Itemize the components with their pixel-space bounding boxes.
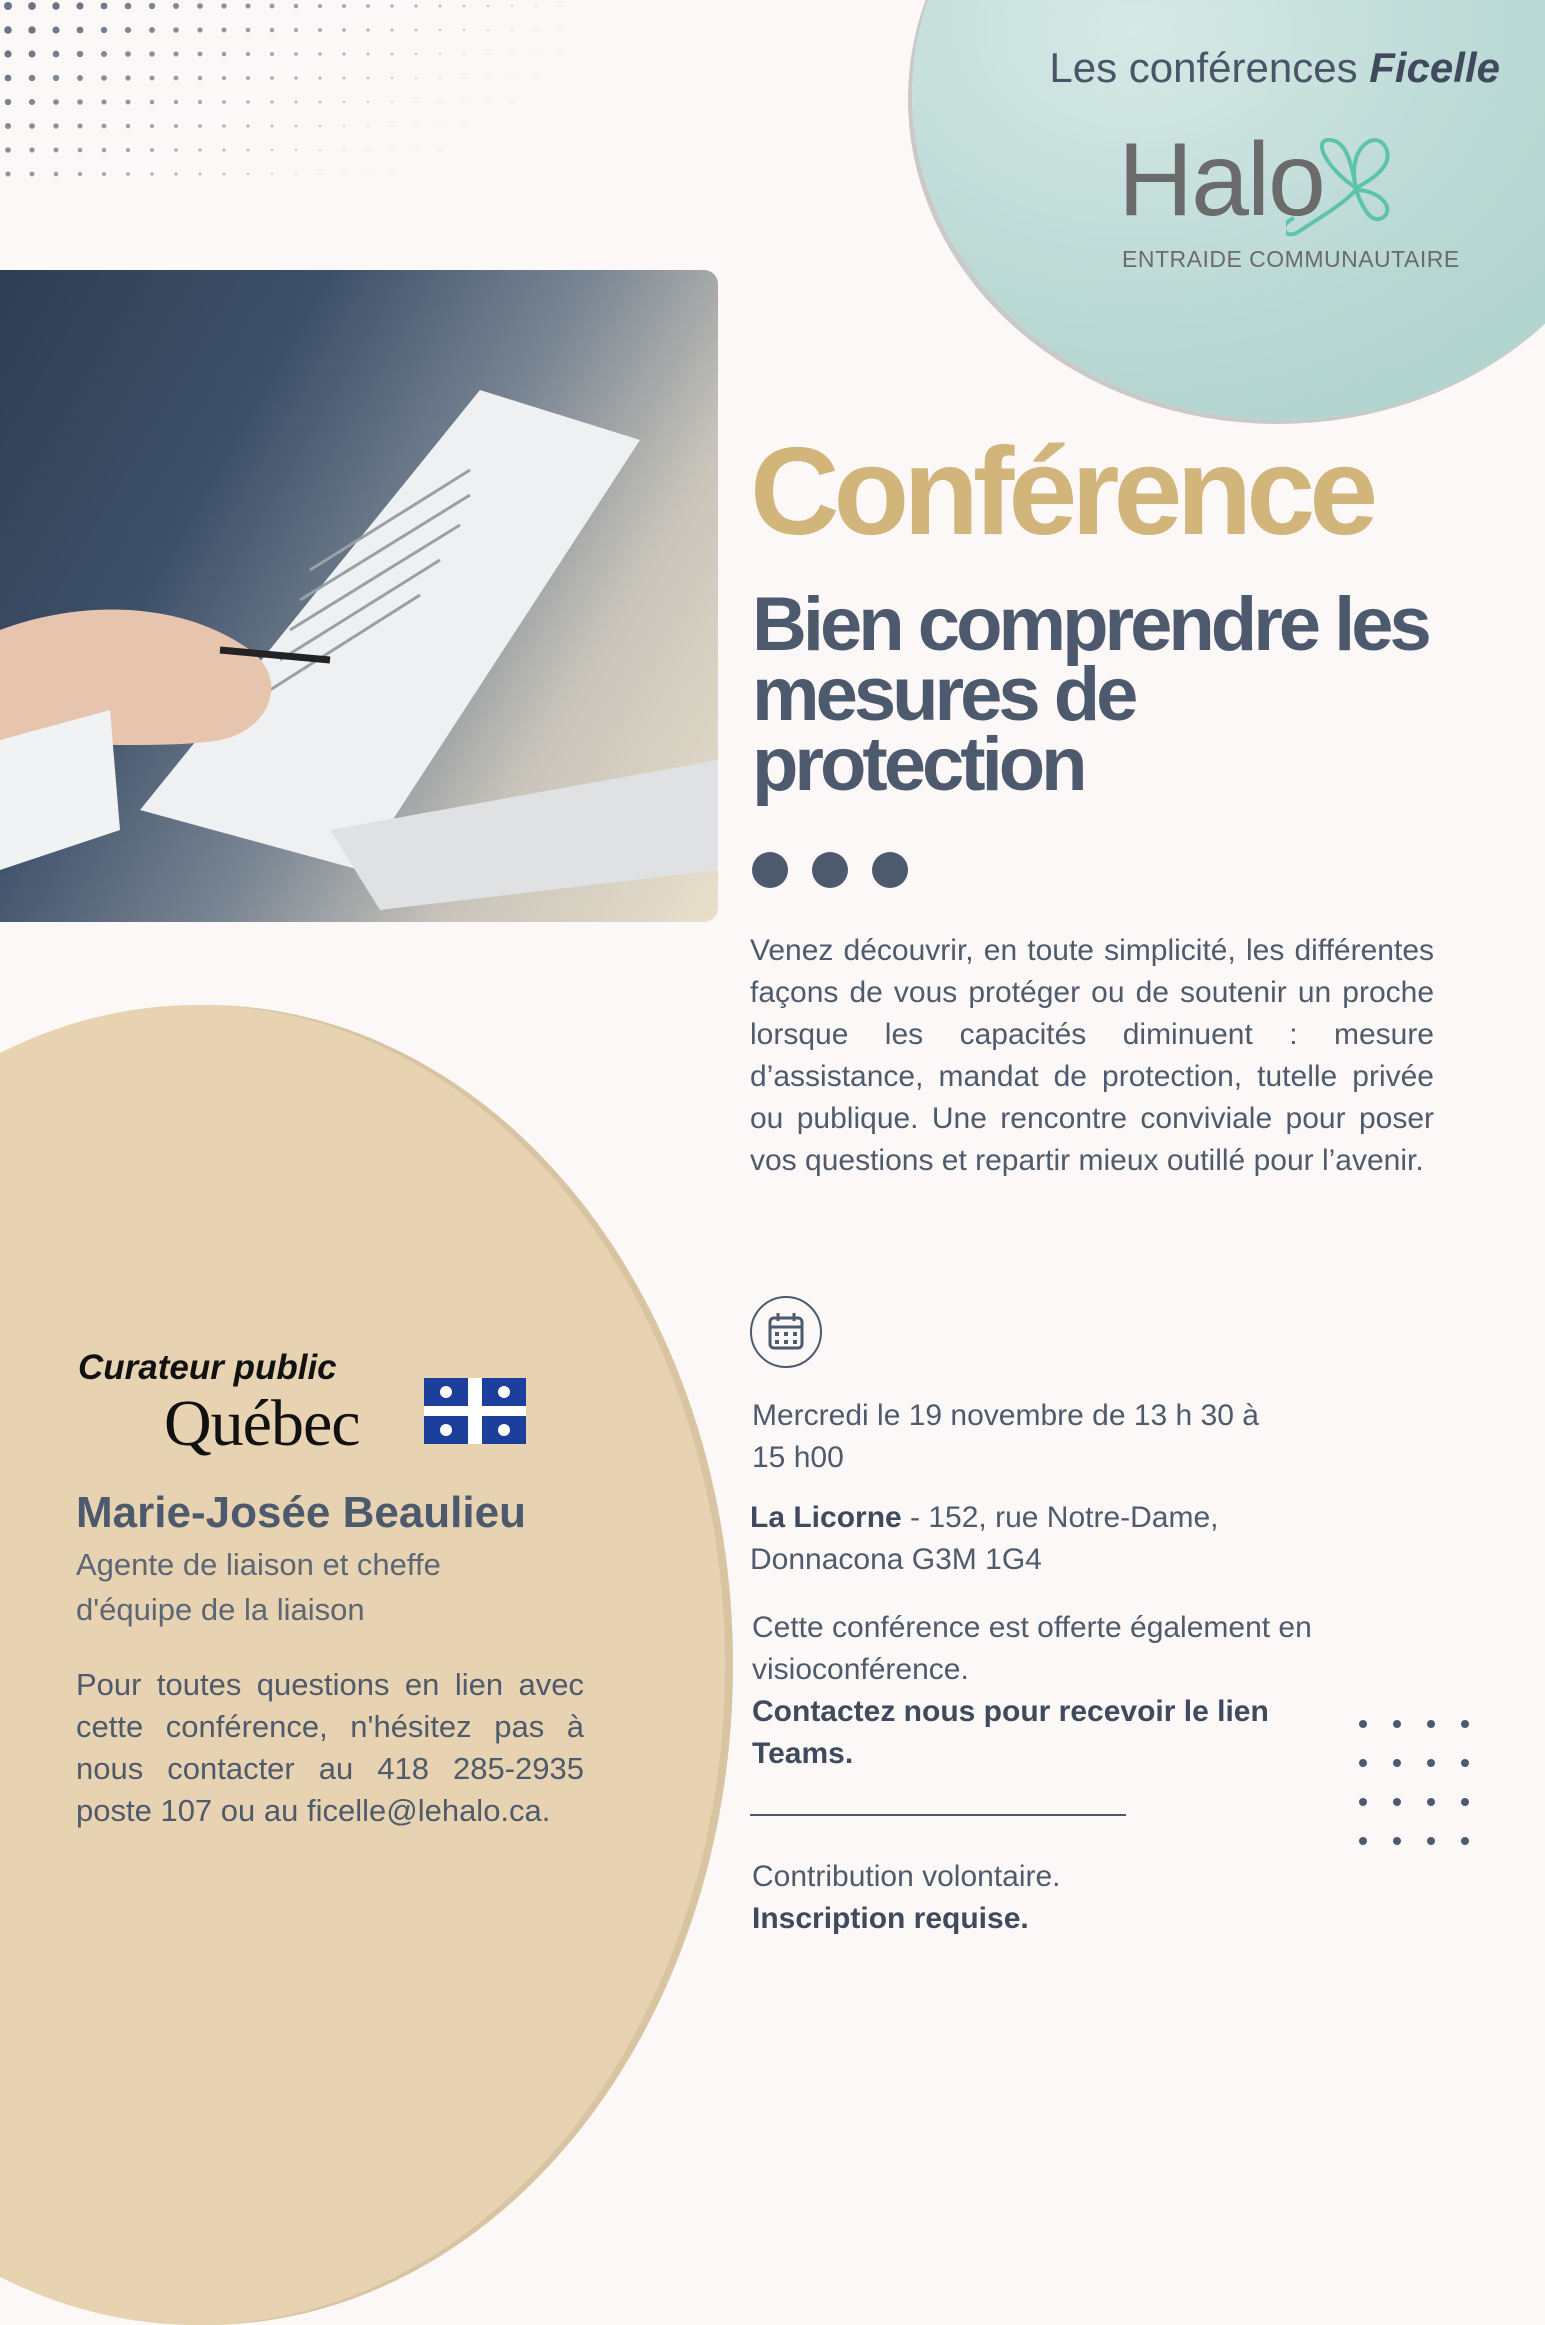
decorative-dot [198,148,201,151]
curateur-logo-line1: Curateur public [78,1348,337,1387]
decorative-dot [295,101,298,104]
decorative-dot [559,5,561,7]
decorative-dot [4,2,12,10]
decorative-dot [391,77,393,79]
hero-photo-illustration [0,270,718,922]
decorative-dot [511,53,513,55]
decorative-dot [391,173,393,175]
decorative-dot [342,52,345,55]
contribution-text: Contribution volontaire. [752,1860,1061,1893]
decorative-dot [5,75,12,82]
visio-info [752,1607,1362,1775]
decorative-dot [1393,1720,1401,1728]
decorative-dot [29,75,36,82]
decorative-dot [150,172,154,176]
decorative-dot [439,29,442,32]
decorative-dot [126,100,131,105]
decorative-dot [198,52,203,57]
decorative-dot [221,3,226,8]
curateur-logo-line2: Québec [164,1387,360,1460]
decorative-dot [78,172,82,176]
decorative-dot [4,50,11,57]
event-location [750,1497,1310,1581]
decorative-dot [487,5,489,7]
decorative-dot [149,27,155,33]
decorative-dot [271,125,274,128]
decorative-dot [535,53,537,55]
decorative-dot [29,99,35,105]
decorative-dot [149,51,155,57]
decorative-dot [367,125,369,127]
decorative-dot [487,53,489,55]
decorative-dot [294,52,298,56]
event-datetime: Mercredi le 19 novembre de 13 h 30 à 15 h00 [752,1399,1259,1474]
decorative-dot [246,28,251,33]
decorative-dot [197,27,202,32]
decorative-dot [53,75,59,81]
decorative-dot [1461,1720,1469,1728]
decorative-dot [367,149,369,151]
decorative-dot [463,125,465,127]
decorative-dot [414,4,417,7]
decorative-dot [52,26,59,33]
decorative-dot [30,172,35,177]
decorative-dot [511,5,513,7]
decorative-dot [53,147,58,152]
decorative-dot [343,125,345,127]
decorative-dot [174,76,179,81]
decorative-dot [199,173,202,176]
decorative-dot [198,124,202,128]
decorative-dot [1427,1759,1435,1767]
decorative-dot [294,76,297,79]
halo-logo [1118,122,1468,278]
decorative-dot [439,101,441,103]
decorative-dot [101,99,106,104]
decorative-dot [390,28,393,31]
hero-photo [0,270,718,922]
decorative-dot [319,101,322,104]
decorative-dot [270,28,274,32]
decorative-dot [511,101,513,103]
speaker-role: Agente de liaison et cheffe d'équipe de la liaison [76,1547,441,1627]
halo-logo-word: Halo [1118,122,1324,238]
decorative-dot [150,100,155,105]
contact-info: Pour toutes questions en lien avec cette conférence, n'hésitez pas à nous contacter au 418 285-2935 poste 107 ou au ficelle@lehalo.ca. [76,1667,584,1828]
decorative-dot [487,77,489,79]
decorative-dot [1359,1720,1367,1728]
decorative-dot [102,172,106,176]
decorative-dot [125,27,131,33]
decorative-dot [463,29,465,31]
decorative-dot [150,124,154,128]
decorative-dot [391,53,394,56]
decorative-dot [1461,1837,1469,1845]
decorative-dot [319,125,321,127]
decorative-dot [28,2,36,10]
decorative-dot [174,124,178,128]
decorative-dot [4,26,12,34]
decorative-dot [271,149,273,151]
decorative-dot [53,99,59,105]
decorative-dot [149,75,154,80]
decorative-dot [270,100,273,103]
decorative-dot [1393,1759,1401,1767]
decorative-small-dots [1355,1716,1475,1846]
decorative-dot [366,28,369,31]
decorative-dot [77,27,84,34]
decorative-dot [77,75,83,81]
decorative-dot [52,2,59,9]
event-description: Venez découvrir, en toute simplicité, les différentes façons de vous protéger ou de soutenir un proche lorsque les capacités diminuent : mesure d’assistance, mandat de protection, tutelle privée ou publique. Une rencontre conviviale pour poser vos questions et repartir mieux outillé pour l’avenir. [750,934,1434,1177]
decorative-dot [318,52,322,56]
decorative-dot [270,76,274,80]
decorative-dot [247,173,249,175]
decorative-dot [1359,1837,1367,1845]
speaker-name: Marie-Josée Beaulieu [76,1488,526,1537]
decorative-dot [223,173,226,176]
decorative-dot [1427,1720,1435,1728]
decorative-dot [415,53,417,55]
decorative-dot [5,147,11,153]
decorative-dot [125,75,130,80]
decorative-dot [222,148,225,151]
decorative-dot [535,5,537,7]
decorative-dot [343,173,345,175]
decorative-dot [367,101,369,103]
decorative-dot [1461,1798,1469,1806]
decorative-dot [342,4,346,8]
decorative-dot [559,53,561,55]
halo-logo-subtitle: ENTRAIDE COMMUNAUTAIRE [1122,246,1460,272]
decorative-dot [270,52,274,56]
decorative-dot [343,77,346,80]
bullet-dot [872,852,908,888]
decorative-dot [439,125,441,127]
decorative-dot [222,124,225,127]
bullet-dot [752,852,788,888]
calendar-icon [750,1296,822,1368]
decorative-dot [535,77,537,79]
decorative-dot [28,26,35,33]
decorative-dot [294,28,298,32]
decorative-dot [1427,1798,1435,1806]
decorative-dot [174,148,178,152]
decorative-dot [415,101,417,103]
decorative-dot [53,51,60,58]
decorative-dot [319,173,321,175]
decorative-dot [463,53,465,55]
decorative-dot [101,75,107,81]
decorative-dot [318,76,321,79]
decorative-dot [415,77,417,79]
decorative-dot [173,51,178,56]
curateur-public-logo [78,1348,538,1468]
decorative-dot [511,29,513,31]
decorative-dot [487,29,489,31]
decorative-dot [174,100,178,104]
decorative-dot [463,5,466,8]
registration-text: Inscription requise. [752,1902,1029,1935]
decorative-dot [439,53,441,55]
decorative-dot [246,52,250,56]
decorative-dot [439,149,441,151]
decorative-dot [366,4,370,8]
decorative-dot [318,4,322,8]
visio-cta: Contactez nous pour recevoir le lien Teams. [752,1695,1269,1770]
decorative-dot [1359,1798,1367,1806]
decorative-dot [367,53,370,56]
series-title: Les conférences Ficelle [1049,44,1500,91]
decorative-dot [415,149,417,151]
decorative-dot [197,3,203,9]
decorative-dot [77,51,83,57]
divider [750,1814,1126,1816]
decorative-dot [463,77,465,79]
decorative-dot [198,100,202,104]
decorative-dot [246,124,249,127]
butterfly-icon [1286,128,1426,248]
decorative-dot [126,124,131,129]
decorative-dot [415,29,418,32]
decorative-dot [367,77,370,80]
conference-title: Bien comprendre les mesures de protection [752,582,1428,807]
decorative-dot [125,3,132,10]
decorative-dot [126,172,130,176]
decorative-dot [271,173,273,175]
decorative-dot [439,77,441,79]
decorative-dot [245,3,250,8]
decorative-dot [463,101,465,103]
decorative-dot [295,149,297,151]
decorative-dot [125,51,131,57]
decorative-dot [1427,1837,1435,1845]
decorative-dot [222,52,227,57]
decorative-dot [1393,1837,1401,1845]
decorative-dot [390,4,393,7]
decorative-dot [1359,1759,1367,1767]
decorative-dot [343,101,345,103]
decorative-dot [78,148,83,153]
decorative-dot [367,173,369,175]
decorative-dot [391,149,393,151]
decorative-dot [101,27,107,33]
decorative-dot [77,99,83,105]
decorative-dot [29,51,36,58]
decorative-dot [102,148,106,152]
decorative-dot [439,5,442,8]
decorative-dot [487,101,489,103]
venue-address: - 152, rue Notre-Dame, Donnacona G3M 1G4 [750,1501,1219,1576]
decorative-dot [246,76,250,80]
decorative-dot [270,4,275,9]
decorative-dot [343,149,345,151]
conference-heading: Conférence [750,423,1373,561]
venue-name: La Licorne [750,1501,902,1534]
decorative-dot [149,3,155,9]
decorative-dot [29,123,35,129]
visio-text: Cette conférence est offerte également en visioconférence. [752,1611,1312,1686]
decorative-dot [295,125,298,128]
contribution-info [752,1856,1272,1940]
decorative-dot [247,149,250,152]
decorative-dot [391,125,393,127]
decorative-dot [318,28,322,32]
decorative-dot [126,148,130,152]
decorative-dot [150,148,154,152]
decorative-dot [101,51,107,57]
decorative-dot [101,3,108,10]
decorative-dot [342,28,346,32]
decorative-dot [246,100,250,104]
decorative-dot [5,171,10,176]
decorative-dot [5,99,11,105]
decorative-dot [53,123,58,128]
decorative-dot [415,125,417,127]
decorative-dot [77,123,82,128]
decorative-dot [222,76,226,80]
decorative-dot-grid [0,0,580,200]
bullet-dot [812,852,848,888]
decorative-dot [559,29,561,31]
decorative-dot [391,101,393,103]
decorative-dot [1461,1759,1469,1767]
decorative-dot [5,123,11,129]
decorative-dot [294,4,299,9]
decorative-dot [174,172,177,175]
decorative-dot [1393,1798,1401,1806]
decorative-dot [198,76,203,81]
decorative-dot [221,27,226,32]
decorative-dot [319,149,321,151]
decorative-dot [76,2,83,9]
decorative-dot [173,27,179,33]
decorative-dot [535,29,537,31]
decorative-dot [173,3,179,9]
decorative-dot [29,147,34,152]
decorative-dot [222,100,226,104]
decorative-dot [295,173,297,175]
decorative-dot [102,124,107,129]
decorative-dot [511,77,513,79]
quebec-flag-icon [424,1378,526,1444]
decorative-dot [54,172,59,177]
